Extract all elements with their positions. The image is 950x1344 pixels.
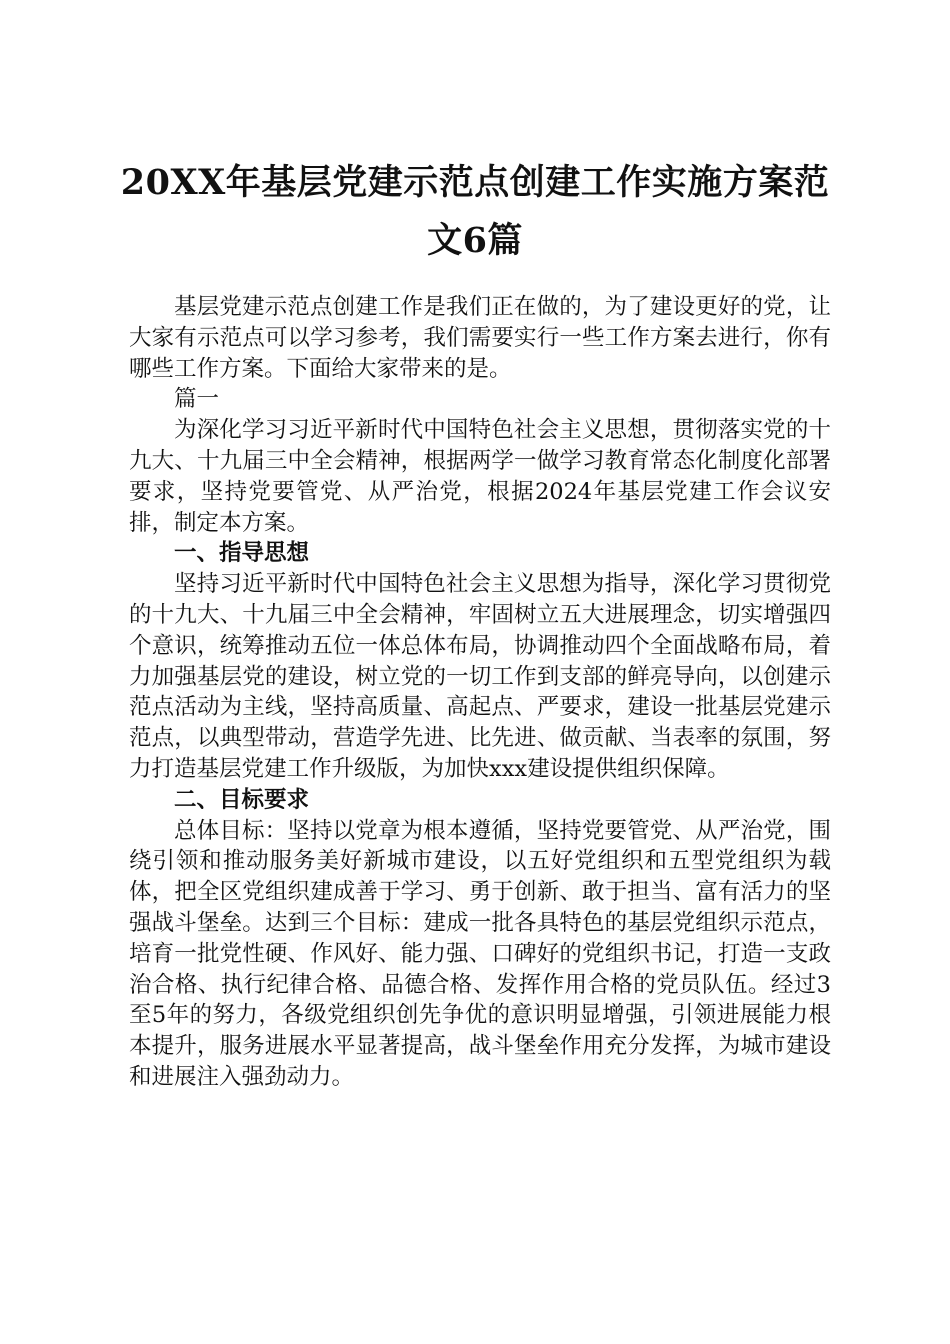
document-title-line-2: 文6篇 [427,220,523,261]
preface-paragraph: 为深化学习习近平新时代中国特色社会主义思想，贯彻落实党的十九大、十九届三中全会精神，根据两学一做学习教育常态化制度化部署要求，坚持党要管党、从严治党，根据2024年基层党建工作会议安排，制定本方案。 [129,417,831,536]
section-1-paragraph: 坚持习近平新时代中国特色社会主义思想为指导，深化学习贯彻党的十九大、十九届三中全会精神，牢固树立五大进展理念，切实增强四个意识，统筹推动五位一体总体布局，协调推动四个全面战略布局，着力加强基层党的建设，树立党的一切工作到支部的鲜亮导向，以创建示范点活动为主线，坚持高质量、高起点、严要求，建设一批基层党建示范点，以典型带动，营造学先进、比先进、做贡献、当表率的氛围，努力打造基层党建工作升级版，为加快xxx建设提供组织保障。 [129,571,831,782]
section-2-heading: 二、目标要求 [174,786,310,813]
intro-paragraph: 基层党建示范点创建工作是我们正在做的，为了建设更好的党，让大家有示范点可以学习参考，我们需要实行一些工作方案去进行，你有哪些工作方案。下面给大家带来的是。 [129,294,831,382]
section-1-heading: 一、指导思想 [174,540,310,567]
chapter-label: 篇一 [174,386,220,413]
document-title-line-1: 20XX年基层党建示范点创建工作实施方案范 [120,162,830,203]
document-body [129,292,831,1093]
section-2-paragraph: 总体目标：坚持以党章为根本遵循，坚持党要管党、从严治党，围绕引领和推动服务美好新城市建设，以五好党组织和五型党组织为载体，把全区党组织建成善于学习、勇于创新、敢于担当、富有活力的坚强战斗堡垒。达到三个目标：建成一批各具特色的基层党组织示范点，培育一批党性硬、作风好、能力强、口碑好的党组织书记，打造一支政治合格、执行纪律合格、品德合格、发挥作用合格的党员队伍。经过3至5年的努力，各级党组织创先争优的意识明显增强，引领进展能力根本提升，服务进展水平显著提高，战斗堡垒作用充分发挥，为城市建设和进展注入强劲动力。 [129,817,831,1090]
